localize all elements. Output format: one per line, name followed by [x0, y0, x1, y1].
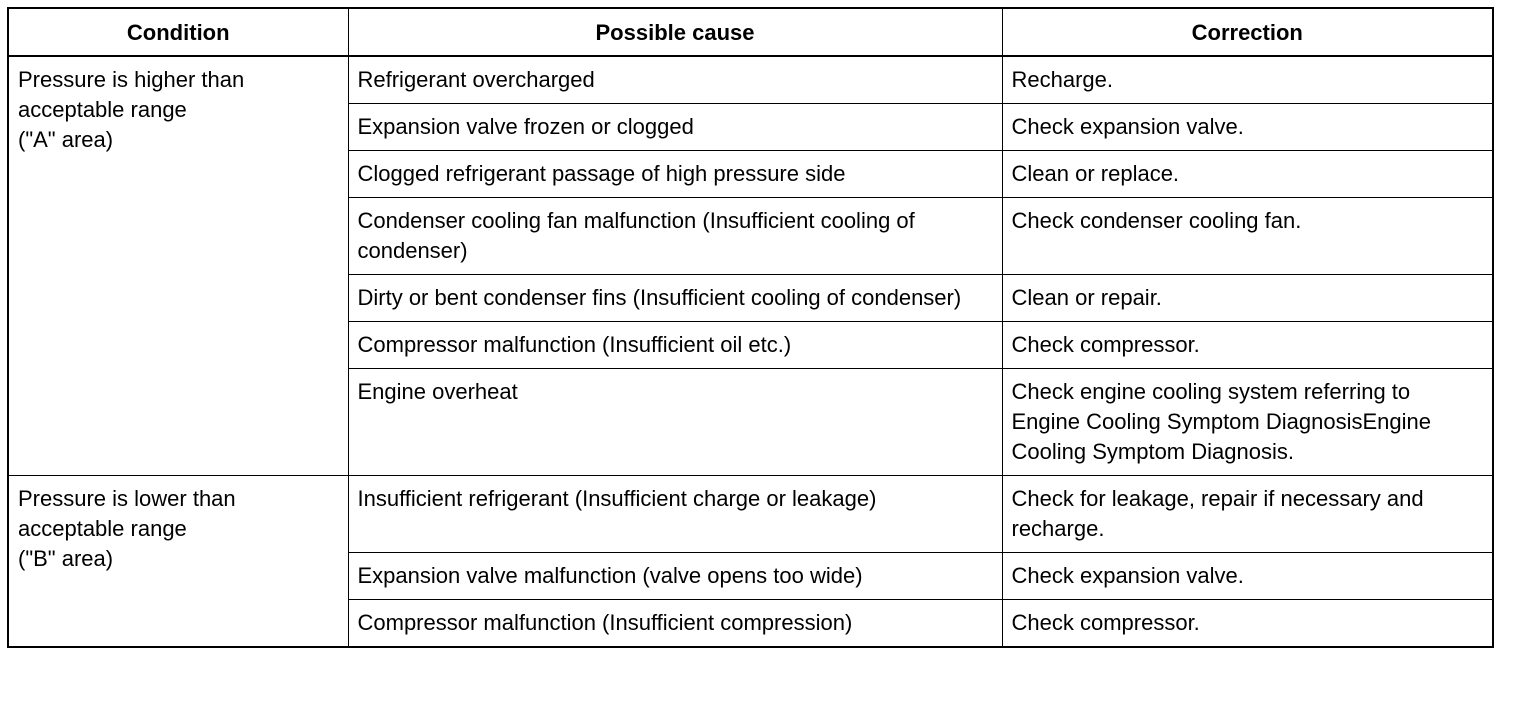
table-row [8, 56, 1493, 104]
header-possible-cause: Possible cause [348, 8, 1002, 56]
correction-cell: Clean or repair. [1002, 275, 1493, 322]
condition-cell-a [8, 56, 348, 476]
correction-cell: Check expansion valve. [1002, 553, 1493, 600]
header-row [8, 8, 1493, 56]
correction-cell: Check engine cooling system referring to Engine Cooling Symptom DiagnosisEngine Cooling Symptom Diagnosis. [1002, 369, 1493, 476]
diagnosis-table [7, 7, 1494, 648]
cause-cell: Condenser cooling fan malfunction (Insufficient cooling of condenser) [348, 198, 1002, 275]
cause-cell: Compressor malfunction (Insufficient oil etc.) [348, 322, 1002, 369]
correction-cell: Check compressor. [1002, 600, 1493, 648]
condition-cell-b [8, 476, 348, 648]
condition-line: Pressure is lower than [18, 486, 236, 511]
condition-line: acceptable range [18, 97, 187, 122]
cause-cell: Refrigerant overcharged [348, 56, 1002, 104]
header-condition: Condition [8, 8, 348, 56]
cause-cell: Dirty or bent condenser fins (Insufficient cooling of condenser) [348, 275, 1002, 322]
cause-cell: Expansion valve frozen or clogged [348, 104, 1002, 151]
condition-line: acceptable range [18, 516, 187, 541]
condition-line: Pressure is higher than [18, 67, 245, 92]
correction-cell: Recharge. [1002, 56, 1493, 104]
condition-line: ("B" area) [18, 546, 114, 571]
header-correction: Correction [1002, 8, 1493, 56]
cause-cell: Clogged refrigerant passage of high pressure side [348, 151, 1002, 198]
cause-cell: Insufficient refrigerant (Insufficient charge or leakage) [348, 476, 1002, 553]
correction-cell: Check compressor. [1002, 322, 1493, 369]
cause-cell: Expansion valve malfunction (valve opens too wide) [348, 553, 1002, 600]
cause-cell: Engine overheat [348, 369, 1002, 476]
correction-cell: Check expansion valve. [1002, 104, 1493, 151]
correction-cell: Check for leakage, repair if necessary and recharge. [1002, 476, 1493, 553]
condition-line: ("A" area) [18, 127, 114, 152]
correction-cell: Clean or replace. [1002, 151, 1493, 198]
table-row [8, 476, 1493, 553]
cause-cell: Compressor malfunction (Insufficient compression) [348, 600, 1002, 648]
correction-cell: Check condenser cooling fan. [1002, 198, 1493, 275]
